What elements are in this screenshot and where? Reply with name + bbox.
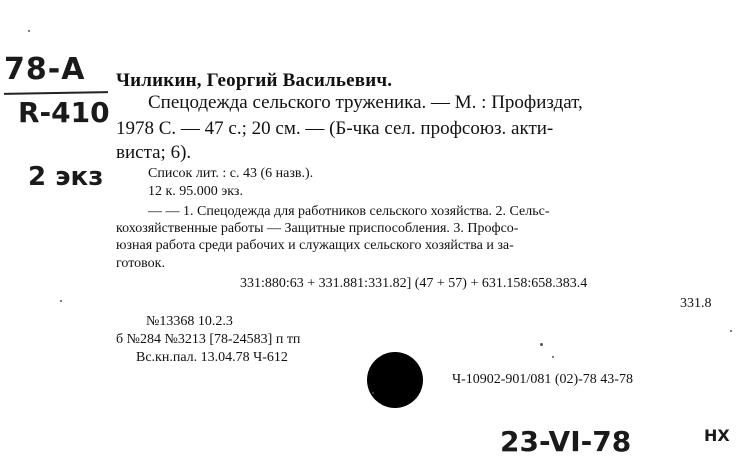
title-line-3: виста; 6). [116, 142, 192, 163]
speck [28, 30, 30, 32]
subjects-line-4: готовок. [116, 256, 165, 271]
footer-publisher-code: Ч-10902-901/081 (02)-78 43-78 [452, 372, 633, 387]
punched-hole [367, 352, 423, 408]
print-run: 12 к. 95.000 экз. [148, 184, 243, 199]
handwritten-copies: 2 экз [28, 162, 104, 192]
handwritten-date: 23-VI-78 [500, 425, 632, 458]
speck [540, 343, 543, 346]
subjects-line-3: юзная работа среди рабочих и служащих сельского хозяйства и за- [116, 238, 514, 253]
footer-line-2: б №284 №3213 [78-24583] п тп [116, 332, 301, 347]
udc-classification: 331:880:63 + 331.881:331.82] (47 + 57) + 631.158:658.383.4 [240, 276, 588, 291]
handwritten-initials: НХ [704, 426, 730, 445]
author-heading: Чиликин, Георгий Васильевич. [116, 70, 393, 91]
bibliography-note: Список лит. : с. 43 (6 назв.). [148, 166, 314, 181]
speck [552, 356, 554, 358]
handwritten-call-number: 78-А [4, 52, 86, 87]
speck [730, 330, 732, 332]
speck [60, 300, 62, 302]
speck [372, 392, 374, 394]
title-line-1: Спецодежда сельского труженика. — М. : Профиздат, [148, 92, 583, 113]
footer-line-3: Вс.кн.пал. 13.04.78 Ч-612 [136, 350, 288, 365]
handwritten-underline [4, 91, 108, 95]
udc-classification-2: 331.8 [680, 296, 712, 311]
title-line-2: 1978 С. — 47 с.; 20 см. — (Б-чка сел. профсоюз. акти- [116, 118, 554, 139]
subjects-line-1: — — 1. Спецодежда для работников сельского хозяйства. 2. Сельс- [148, 204, 550, 219]
handwritten-shelf-code: R-410 [18, 96, 110, 129]
footer-line-1: №13368 10.2.3 [146, 314, 233, 329]
subjects-line-2: кохозяйственные работы — Защитные приспособления. 3. Профсо- [116, 221, 519, 236]
